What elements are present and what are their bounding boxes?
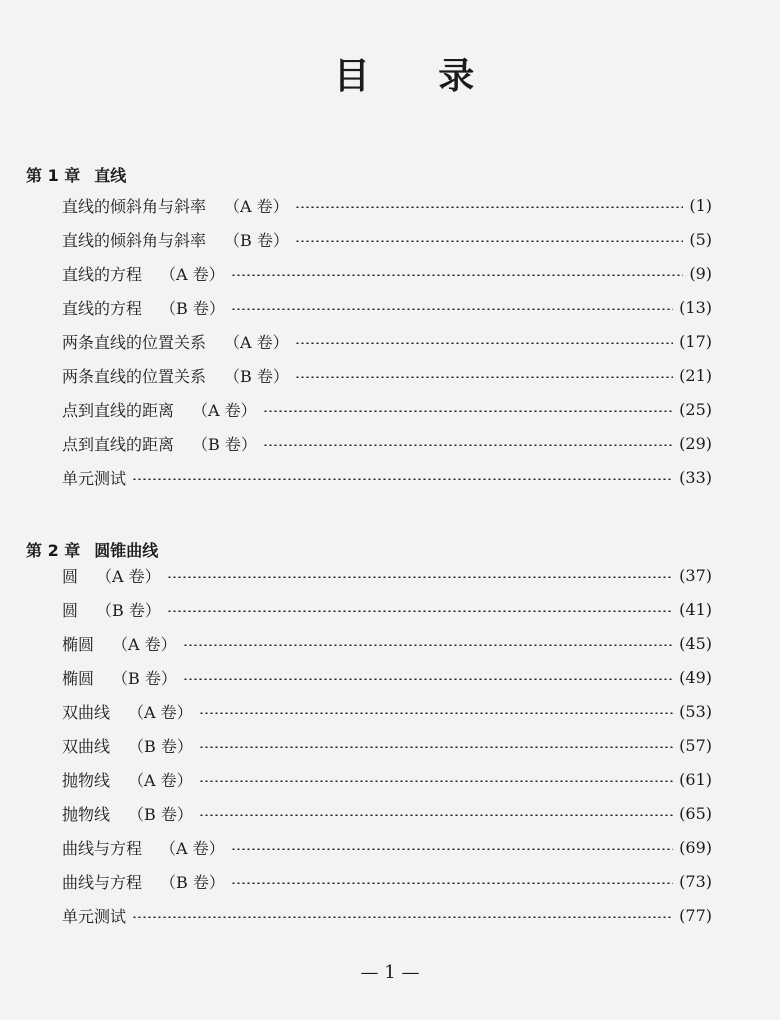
toc-entry <box>62 426 712 460</box>
entry-volume: （B 卷） <box>160 872 225 892</box>
dot-leader <box>167 610 673 612</box>
dot-leader <box>231 882 673 884</box>
entry-volume: （A 卷） <box>224 332 289 352</box>
dot-leader <box>263 410 673 412</box>
dot-leader <box>231 308 673 310</box>
dot-leader <box>295 376 673 378</box>
entry-page-number: (17) <box>679 331 712 351</box>
dot-leader <box>183 678 673 680</box>
entry-title: 直线的倾斜角与斜率 <box>62 196 207 216</box>
entry-volume: （A 卷） <box>160 264 225 284</box>
entry-volume: （B 卷） <box>160 298 225 318</box>
dot-leader <box>231 848 673 850</box>
toc-entry <box>62 796 712 830</box>
toc-entry <box>62 592 712 626</box>
entry-volume: （A 卷） <box>192 400 257 420</box>
entry-page-number: (45) <box>679 633 712 653</box>
entry-page-number: (5) <box>689 229 712 249</box>
entry-volume: （A 卷） <box>128 770 193 790</box>
entry-page-number: (57) <box>679 735 712 755</box>
dot-leader <box>167 576 673 578</box>
page-title: 目 录 <box>333 56 503 97</box>
toc-entry <box>62 460 712 494</box>
dot-leader <box>295 206 684 208</box>
toc-entry <box>62 324 712 358</box>
entry-title: 双曲线 <box>62 702 111 722</box>
entry-page-number: (49) <box>679 667 712 687</box>
entry-volume: （A 卷） <box>224 196 289 216</box>
dot-leader <box>295 240 683 242</box>
entry-title: 点到直线的距离 <box>62 400 175 420</box>
entry-volume: （A 卷） <box>96 566 161 586</box>
toc-entry <box>62 626 712 660</box>
entry-volume: （B 卷） <box>96 600 161 620</box>
entry-page-number: (37) <box>679 565 712 585</box>
chapter-number: 第 2 章 <box>26 541 81 560</box>
entry-page-number: (9) <box>689 263 712 283</box>
toc-entry <box>62 762 712 796</box>
entry-page-number: (29) <box>679 433 712 453</box>
entry-page-number: (53) <box>679 701 712 721</box>
entry-title: 点到直线的距离 <box>62 434 175 454</box>
entry-title: 抛物线 <box>62 804 111 824</box>
entry-title: 两条直线的位置关系 <box>62 332 207 352</box>
entry-title: 两条直线的位置关系 <box>62 366 207 386</box>
dot-leader <box>132 478 673 480</box>
entry-title: 椭圆 <box>62 634 95 654</box>
entry-page-number: (61) <box>679 769 712 789</box>
entry-page-number: (33) <box>679 467 712 487</box>
toc-entry <box>62 222 712 256</box>
entry-title: 椭圆 <box>62 668 95 688</box>
entry-volume: （B 卷） <box>192 434 257 454</box>
entry-page-number: (77) <box>679 905 712 925</box>
entry-volume: （A 卷） <box>160 838 225 858</box>
entry-title: 单元测试 <box>62 906 127 926</box>
entry-title: 圆 <box>62 566 79 586</box>
chapter-name: 直线 <box>94 166 127 185</box>
dot-leader <box>263 444 673 446</box>
entry-volume: （B 卷） <box>112 668 177 688</box>
entry-title: 曲线与方程 <box>62 872 143 892</box>
entry-page-number: (73) <box>679 871 712 891</box>
entry-title: 曲线与方程 <box>62 838 143 858</box>
entry-title: 抛物线 <box>62 770 111 790</box>
entry-volume: （B 卷） <box>128 804 193 824</box>
entry-title: 单元测试 <box>62 468 127 488</box>
dot-leader <box>199 780 673 782</box>
entry-title: 双曲线 <box>62 736 111 756</box>
toc-entry <box>62 830 712 864</box>
entry-title: 圆 <box>62 600 79 620</box>
toc-entry <box>62 864 712 898</box>
entry-volume: （B 卷） <box>224 230 289 250</box>
toc-entry <box>62 558 712 592</box>
toc-entry <box>62 290 712 324</box>
entry-volume: （A 卷） <box>112 634 177 654</box>
dot-leader <box>295 342 673 344</box>
entry-page-number: (69) <box>679 837 712 857</box>
entry-title: 直线的倾斜角与斜率 <box>62 230 207 250</box>
entry-title: 直线的方程 <box>62 264 143 284</box>
entry-page-number: (65) <box>679 803 712 823</box>
entry-volume: （B 卷） <box>128 736 193 756</box>
toc-entry <box>62 660 712 694</box>
toc-entry <box>62 256 712 290</box>
entry-title: 直线的方程 <box>62 298 143 318</box>
entry-page-number: (41) <box>679 599 712 619</box>
dot-leader <box>132 916 673 918</box>
chapter-heading-1 <box>26 163 126 186</box>
dot-leader <box>231 274 684 276</box>
entry-page-number: (1) <box>689 195 712 215</box>
dot-leader <box>199 746 673 748</box>
toc-entry <box>62 728 712 762</box>
toc-entry <box>62 694 712 728</box>
chapter-name: 圆锥曲线 <box>94 541 159 560</box>
entry-volume: （B 卷） <box>224 366 289 386</box>
dot-leader <box>199 712 673 714</box>
toc-entry <box>62 898 712 932</box>
page-number: — 1 — <box>360 962 420 983</box>
entry-page-number: (21) <box>679 365 712 385</box>
entry-volume: （A 卷） <box>128 702 193 722</box>
entry-page-number: (13) <box>679 297 712 317</box>
dot-leader <box>183 644 673 646</box>
chapter-number: 第 1 章 <box>26 166 81 185</box>
entry-page-number: (25) <box>679 399 712 419</box>
toc-entry <box>62 358 712 392</box>
toc-entry <box>62 188 712 222</box>
toc-entry <box>62 392 712 426</box>
dot-leader <box>199 814 673 816</box>
